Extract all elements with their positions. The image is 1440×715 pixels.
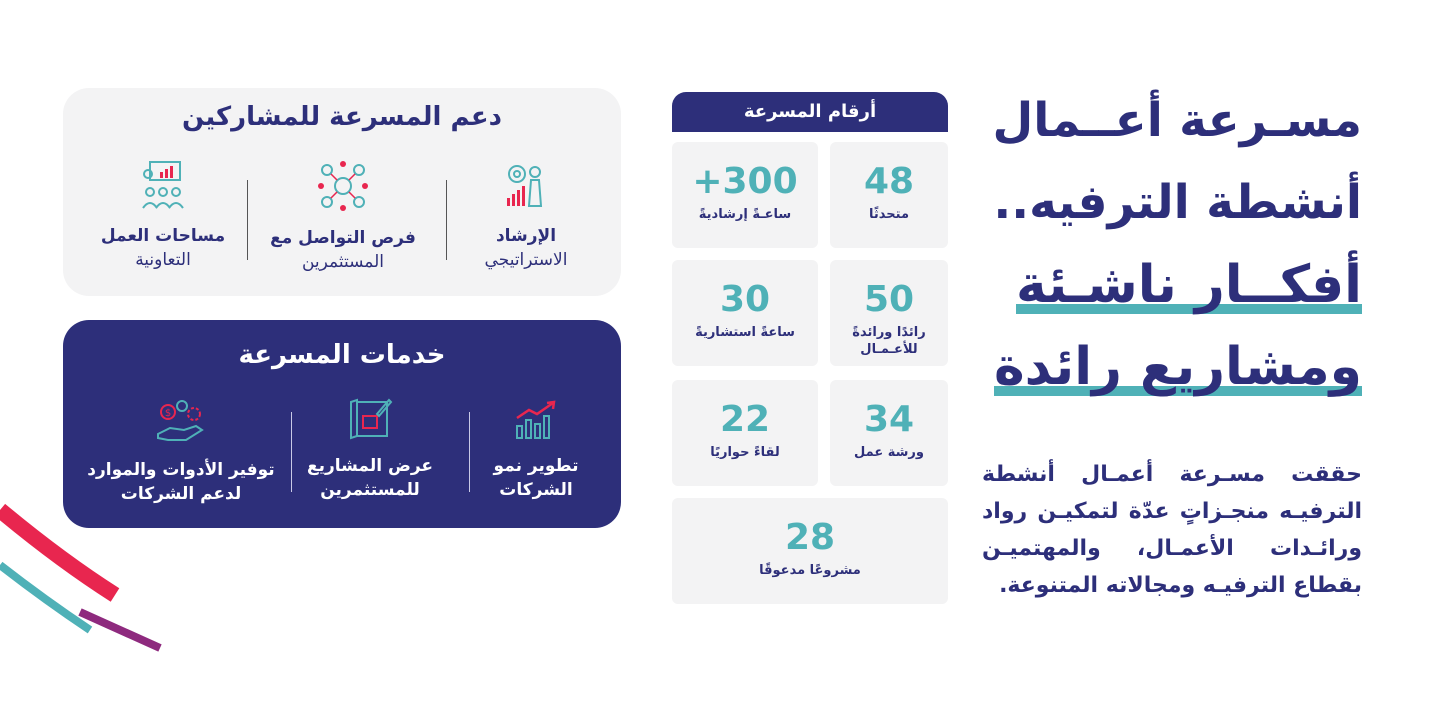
stats-header: أرقام المسرعة [672,92,948,132]
stat-label: لقاءً حواريًا [710,445,780,460]
service-item-line1: تطوير نمو [493,456,579,476]
stat-number: 48 [863,161,915,202]
stat-number: 34 [863,399,915,440]
resources-icon [156,398,206,444]
stat-label: مشروعًا مدعوقًا [759,563,861,578]
support-item-coworking [78,160,248,272]
stat-number: 30 [719,279,771,320]
strategy-icon [501,160,551,210]
service-item-line2: الشركات [499,480,573,500]
headline-line-4: ومشاريع رائدة [994,326,1362,408]
stat-card-consulting-hours [672,260,818,366]
stat-label: ساعةً استشاريةً [695,325,795,340]
support-item-title: مساحات العمل [100,226,226,246]
service-item-resources [81,398,281,506]
stat-card-entrepreneurs [830,260,948,366]
stat-card-projects [672,498,948,604]
headline-line-3: أفكــار ناشـئة [1016,244,1362,326]
service-item-line1: توفير الأدوات والموارد [87,460,275,480]
coworking-icon [138,160,188,210]
divider [446,180,447,260]
stat-label: متحدثًا [869,207,909,222]
support-item-investors [258,160,428,274]
intro-paragraph: حققت مسـرعة أعمـال أنشطة الترفيـه منجـزاتٍ عدّة لتمكيـن رواد ورائـدات الأعمـال، والمهتميـن بقطاع الترفيـه ومجالاته المتنوعة. [982,462,1362,598]
stat-number: 28 [784,517,836,558]
network-icon [317,160,369,212]
support-item-subtitle: الاستراتيجي [484,250,568,270]
service-item-line1: عرض المشاريع [306,456,434,476]
service-item-line2: لدعم الشركات [120,484,242,504]
stat-number: 50 [863,279,915,320]
headline-line-2: أنشطة الترفيه.. [993,175,1362,230]
services-panel [63,320,621,528]
support-item-subtitle: المستثمرين [301,252,385,272]
support-item-title: فرص التواصل مع [270,228,416,248]
stat-number: 300+ [692,161,798,202]
support-item-strategy [441,160,611,272]
service-item-pitch [285,396,455,502]
stat-card-speakers [830,142,948,248]
service-item-growth [451,400,621,502]
blueprint-icon [347,396,393,440]
stat-card-mentoring-hours [672,142,818,248]
support-item-title: الإرشاد [495,226,557,246]
headline-line-1: مسـرعة أعــمال [992,93,1362,148]
support-item-subtitle: التعاونية [135,250,191,270]
stat-number: 22 [719,399,771,440]
support-title: دعم المسرعة للمشاركين [182,102,502,132]
stat-label: رائدًا ورائدةً للأعـمـال [852,325,926,357]
stat-label: ورشة عمل [854,445,924,460]
support-panel [63,88,621,296]
stat-card-workshops [830,380,948,486]
headline [982,80,1362,408]
divider [291,412,292,492]
divider [469,412,470,492]
stat-label: ساعـةً إرشاديةً [698,207,792,222]
service-item-line2: للمستثمرين [320,480,420,500]
growth-chart-icon [513,400,559,440]
services-title: خدمات المسرعة [238,340,446,370]
svg-text:$: $ [164,408,172,419]
stat-card-dialogues [672,380,818,486]
